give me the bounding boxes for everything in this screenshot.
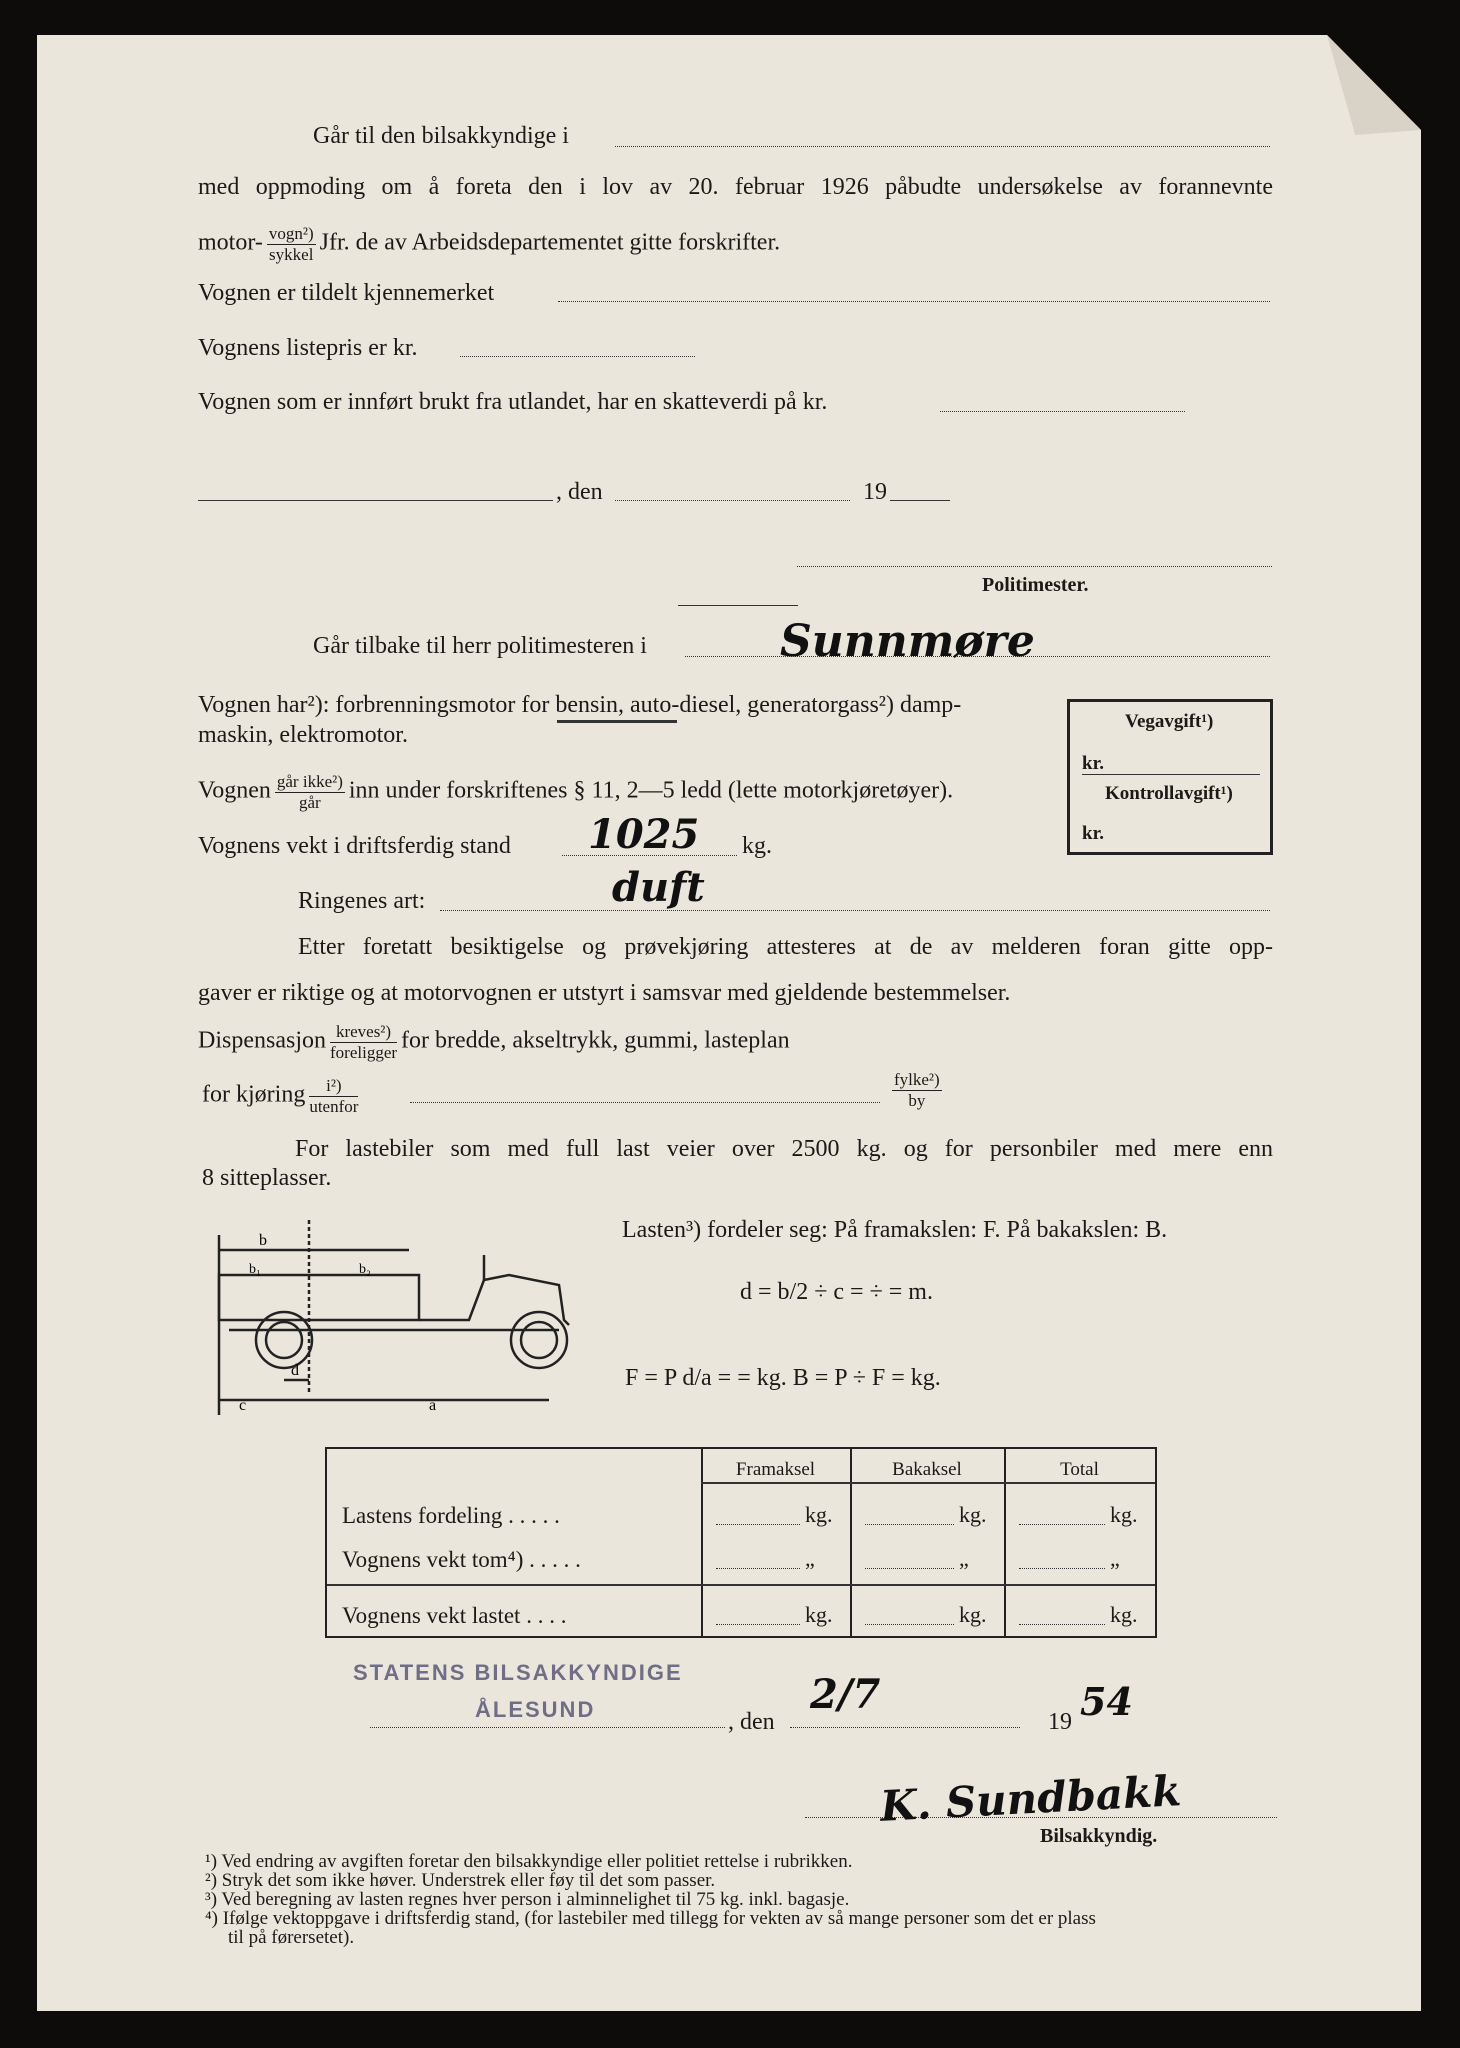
field-line xyxy=(410,1102,880,1103)
field-line xyxy=(940,411,1185,412)
table-cell-field xyxy=(716,1524,800,1525)
text: motor- xyxy=(198,229,263,256)
fraction xyxy=(275,772,345,812)
text-plate: Vognen er tildelt kjennemerket xyxy=(198,280,495,306)
table-cell-field xyxy=(865,1524,954,1525)
label-kontrollavgift: Kontrollavgift¹) xyxy=(1105,783,1233,804)
table-cell-unit: kg. xyxy=(1110,1602,1138,1627)
label-b2: b₂ xyxy=(359,1262,371,1277)
truck-cargo-bed xyxy=(219,1275,419,1320)
place-line xyxy=(370,1727,725,1728)
header-total: Total xyxy=(1060,1459,1099,1480)
footnote-1: ¹) Ved endring av avgiften foretar den bilsakkyndige eller politiet rettelse i rubrikken. xyxy=(205,1851,853,1872)
label-kr: kr. xyxy=(1082,753,1105,774)
text-load: Lasten³) fordeler seg: På framakslen: F. På bakakslen: B. xyxy=(622,1217,1168,1243)
table-cell-field xyxy=(865,1624,954,1625)
text-19: 19 xyxy=(863,479,887,505)
table-cell-unit: „ xyxy=(805,1546,815,1571)
label-a: a xyxy=(429,1397,437,1414)
text: Jfr. de av Arbeidsdepartementet gitte forskrifter. xyxy=(319,229,781,256)
table-row-label: Vognens vekt tom⁴) . . . . . xyxy=(342,1547,581,1572)
year-line xyxy=(890,500,950,501)
stamp-line2: ÅLESUND xyxy=(475,1697,596,1722)
text-kg: kg. xyxy=(742,833,772,859)
header-framaksel: Framaksel xyxy=(735,1459,816,1480)
handwritten-district: Sunnmøre xyxy=(780,616,1035,667)
table-cell-field xyxy=(1019,1568,1105,1569)
denominator: utenfor xyxy=(309,1096,359,1116)
label-vegavgift: Vegavgift¹) xyxy=(1125,711,1214,732)
text: inn under forskriftenes § 11, 2—5 ledd (lette motorkjøretøyer). xyxy=(348,777,954,804)
rule xyxy=(327,1584,1155,1586)
rule xyxy=(678,605,798,606)
label-kr: kr. xyxy=(1082,823,1105,844)
text-dispensation xyxy=(198,1022,790,1062)
signature: K. Sundbakk xyxy=(878,1766,1183,1831)
place-line xyxy=(198,500,553,501)
text-return: Går tilbake til herr politimesteren i xyxy=(313,633,647,659)
handwritten-tyres: duft xyxy=(612,864,705,911)
text-tyres: Ringenes art: xyxy=(298,888,426,914)
footnote-3: ³) Ved beregning av lasten regnes hver person i alminnelighet til 75 kg. inkl. bagasje. xyxy=(205,1889,850,1910)
date-line xyxy=(790,1727,1020,1728)
signature-line xyxy=(797,566,1272,567)
denominator: sykkel xyxy=(269,244,314,264)
field-line xyxy=(460,356,695,357)
formula-f: F = P d/a = = kg. B = P ÷ F = kg. xyxy=(625,1365,941,1391)
text-19: 19 xyxy=(1048,1709,1072,1735)
handwritten-weight: 1025 xyxy=(588,811,700,858)
table-cell-unit: kg. xyxy=(959,1602,987,1627)
label-d: d xyxy=(291,1362,299,1379)
denominator: foreligger xyxy=(330,1042,398,1062)
text-send-to: Går til den bilsakkyndige i xyxy=(313,123,569,149)
field-line xyxy=(558,301,1270,302)
table-cell-unit: kg. xyxy=(1110,1502,1138,1527)
footnote-4: ⁴) Ifølge vektoppgave i driftsferdig stand, (for lastebiler med tillegg for vekten av så mange personer som det er plass xyxy=(205,1908,1096,1929)
table-cell-unit: kg. xyxy=(805,1602,833,1627)
fraction xyxy=(330,1022,397,1062)
field-line xyxy=(615,146,1270,147)
table-cell-field xyxy=(1019,1624,1105,1625)
table-cell-unit: „ xyxy=(1110,1546,1120,1571)
numerator: går ikke²) xyxy=(276,772,343,791)
numerator: fylke²) xyxy=(894,1070,940,1089)
text-den: , den xyxy=(556,479,603,505)
table-cell-field xyxy=(865,1568,954,1569)
text: Vognen xyxy=(198,777,271,804)
table-cell-unit: kg. xyxy=(959,1502,987,1527)
numerator: kreves²) xyxy=(330,1022,397,1043)
label-bilsakkyndig: Bilsakkyndig. xyxy=(1040,1825,1158,1847)
fraction xyxy=(892,1070,942,1110)
text-listprice: Vognens listepris er kr. xyxy=(198,335,418,361)
text-import: Vognen som er innført brukt fra utlandet, har en skatteverdi på kr. xyxy=(198,389,828,415)
denominator: går xyxy=(299,792,321,812)
text-attest-2: gaver er riktige og at motorvognen er utstyrt i samsvar med gjeldende bestemmelser. xyxy=(198,980,1011,1006)
header-bakaksel: Bakaksel xyxy=(892,1459,962,1480)
text: Dispensasjon xyxy=(198,1027,326,1054)
denominator: by xyxy=(908,1090,926,1110)
underline-mark xyxy=(557,720,677,723)
table-cell-field xyxy=(716,1624,800,1625)
text-engine: Vognen har²): forbrenningsmotor for bensin, auto-diesel, generatorgass²) damp- xyxy=(198,692,962,718)
table-cell-unit: „ xyxy=(959,1546,969,1571)
truck-diagram xyxy=(209,1215,579,1420)
date-line xyxy=(615,500,850,501)
table-row-label: Lastens fordeling . . . . . xyxy=(342,1503,560,1528)
label-politimester: Politimester. xyxy=(982,574,1089,596)
rule xyxy=(701,1482,1155,1484)
fee-box xyxy=(1067,699,1273,855)
numerator: vogn²) xyxy=(268,224,314,243)
stamp-line1: STATENS BILSAKKYNDIGE xyxy=(353,1660,683,1685)
text-trucks: For lastebiler som med full last veier over 2500 kg. og for personbiler med mere enn xyxy=(295,1136,1273,1162)
text-class xyxy=(198,772,953,812)
text-den: , den xyxy=(728,1709,775,1735)
fraction xyxy=(309,1076,358,1116)
numerator: i²) xyxy=(309,1076,358,1097)
fraction xyxy=(267,224,316,264)
label-b: b xyxy=(259,1232,267,1249)
text: for kjøring xyxy=(202,1081,306,1108)
formula-d: d = b/2 ÷ c = ÷ = m. xyxy=(740,1279,933,1305)
fraction-county xyxy=(888,1070,946,1110)
text-attest: Etter foretatt besiktigelse og prøvekjøring attesteres at de av melderen foran gitte opp- xyxy=(298,934,1273,960)
table-cell-unit: kg. xyxy=(805,1502,833,1527)
text-request: med oppmoding om å foreta den i lov av 20. februar 1926 påbudte undersøkelse av forannevnte xyxy=(198,174,1273,200)
text: for bredde, akseltrykk, gummi, lasteplan xyxy=(401,1027,790,1054)
text-weight: Vognens vekt i driftsferdig stand xyxy=(198,833,511,859)
text-motor xyxy=(198,224,780,264)
rule xyxy=(1082,774,1260,775)
table-cell-field xyxy=(716,1568,800,1569)
footnote-2: ²) Stryk det som ikke høver. Understrek eller føy til det som passer. xyxy=(205,1870,716,1891)
rear-wheel xyxy=(511,1312,567,1368)
text-seats: 8 sitteplasser. xyxy=(202,1165,332,1191)
text-driving xyxy=(202,1076,362,1116)
table-cell-field xyxy=(1019,1524,1105,1525)
handwritten-date: 2/7 xyxy=(810,1671,881,1718)
field-line xyxy=(440,910,1270,911)
label-b1: b₁ xyxy=(249,1262,261,1277)
footnote-4-cont: til på førersetet). xyxy=(228,1927,355,1948)
handwritten-year: 54 xyxy=(1080,1679,1133,1724)
label-c: c xyxy=(239,1397,247,1414)
text-engine-2: maskin, elektromotor. xyxy=(198,722,408,748)
truck-cab xyxy=(419,1275,569,1325)
load-table xyxy=(325,1447,1157,1638)
table-row-label: Vognens vekt lastet . . . . xyxy=(342,1603,567,1628)
